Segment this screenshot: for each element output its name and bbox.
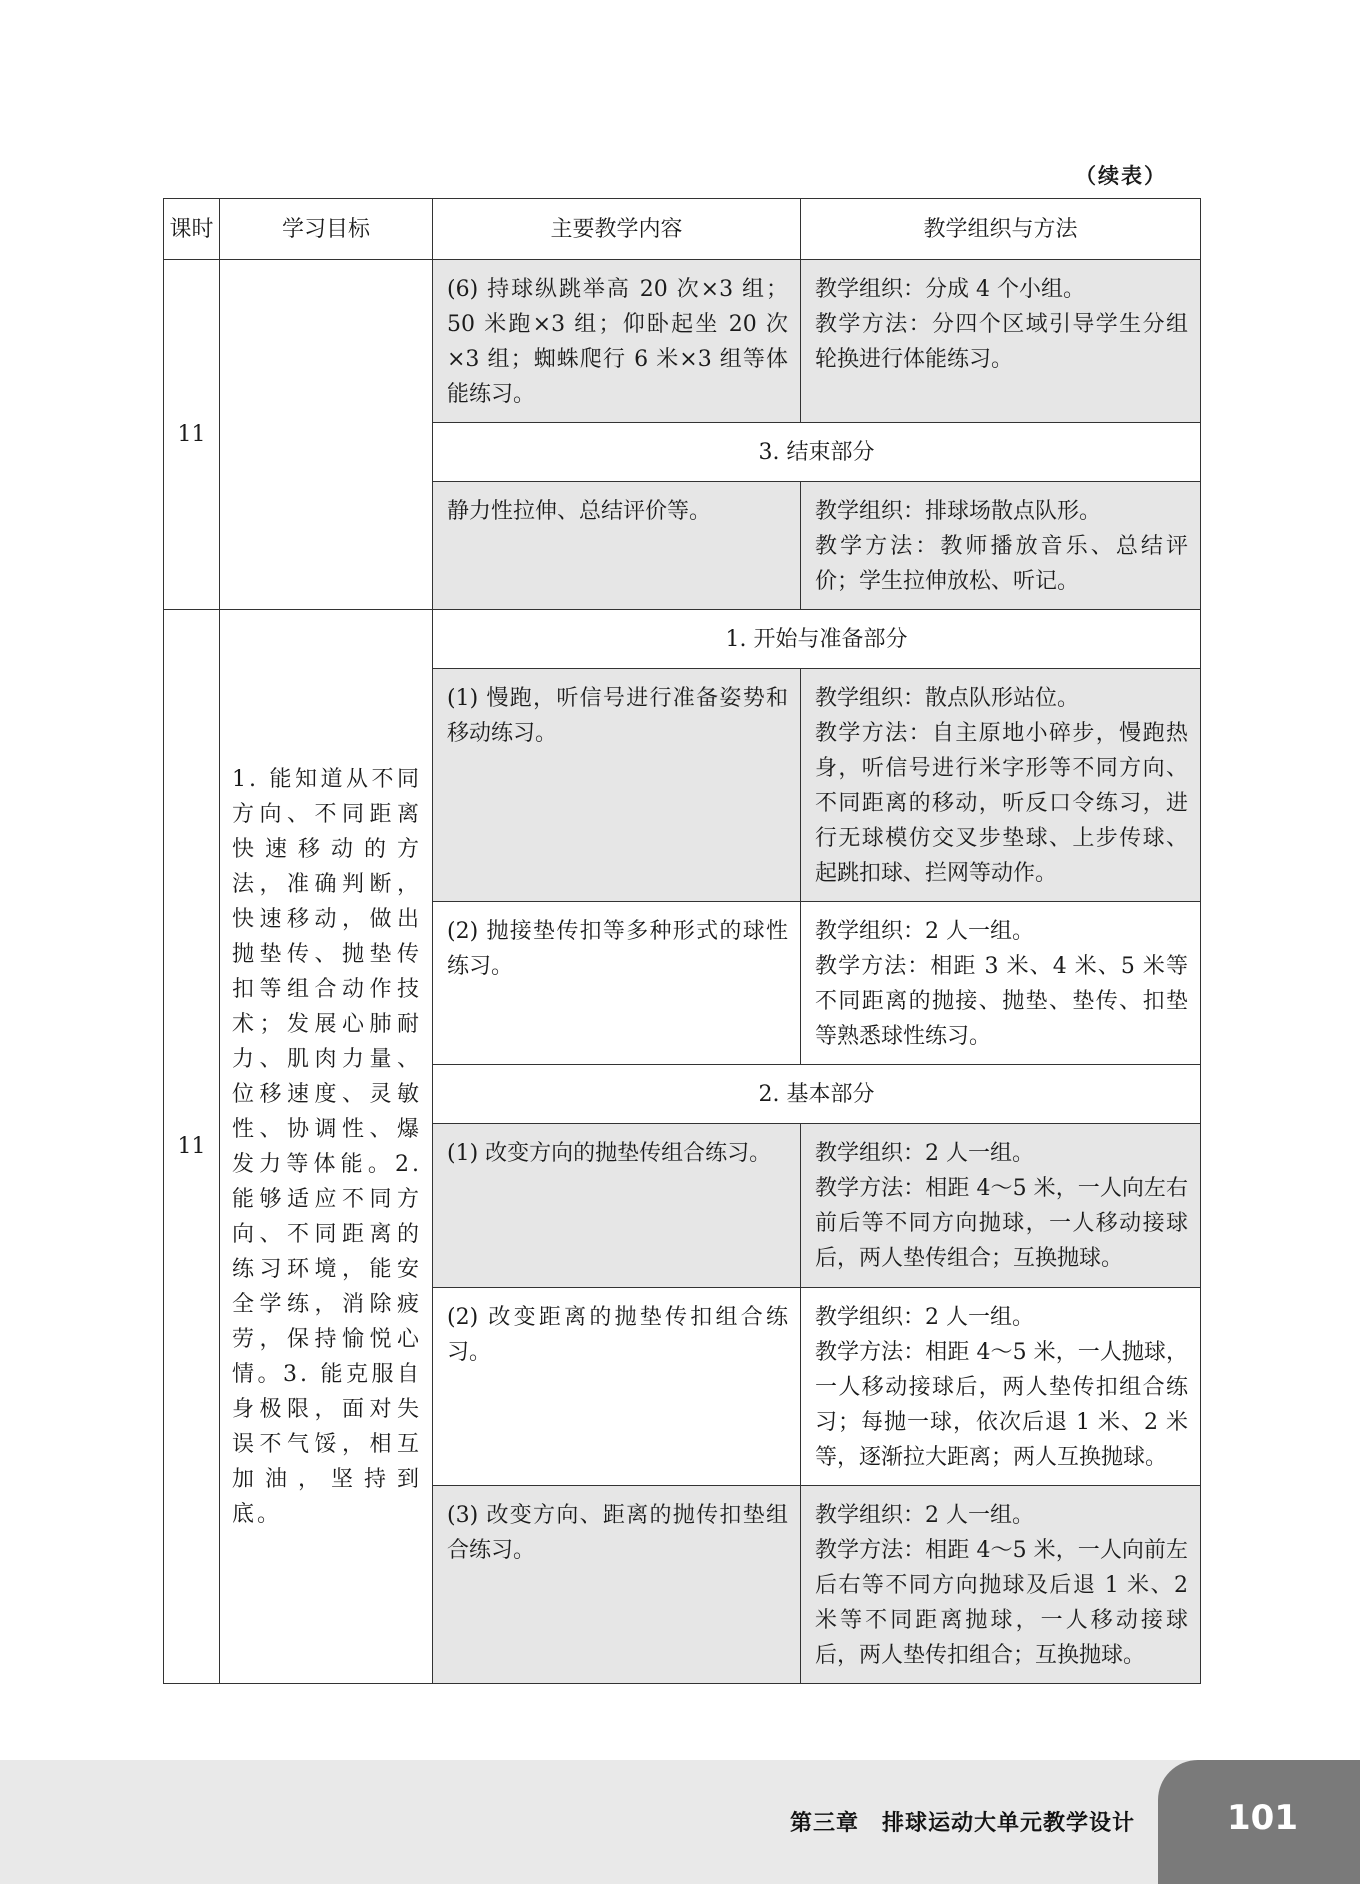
- page-number: 101: [1227, 1798, 1298, 1838]
- chapter-title: 第三章 排球运动大单元教学设计: [789, 1811, 1135, 1836]
- section-title: 3. 结束部分: [433, 423, 1201, 482]
- method-text: 教学方法：自主原地小碎步，慢跑热身，听信号进行米字形等不同方向、不同距离的移动，听反口令练习，进行无球模仿交叉步垫球、上步传球、起跳扣球、拦网等动作。: [815, 721, 1188, 886]
- method-text: 教学方法：分四个区域引导学生分组轮换进行体能练习。: [815, 312, 1188, 372]
- lesson-number: 11: [164, 610, 220, 1684]
- content-cell: [433, 260, 801, 423]
- org-text: 教学组织：分成 4 个小组。: [815, 277, 1085, 302]
- lesson-plan-table: [163, 198, 1200, 1684]
- org-text: 教学组织：2 人一组。: [815, 1305, 1034, 1330]
- content-cell: [433, 1124, 801, 1288]
- continued-note: （续表）: [1075, 164, 1167, 188]
- method-text: 教学方法：相距 4～5 米，一人向前左后右等不同方向抛球及后退 1 米、2 米等不同距离抛球，一人移动接球后，两人垫传扣组合；互换抛球。: [815, 1538, 1188, 1668]
- header-method: 教学组织与方法: [801, 199, 1201, 260]
- content-cell: [433, 902, 801, 1065]
- method-text: 教学方法：相距 3 米、4 米、5 米等不同距离的抛接、抛垫、垫传、扣垫等熟悉球性练习。: [815, 954, 1188, 1049]
- org-text: 教学组织：散点队形站位。: [815, 686, 1080, 711]
- header-goal: 学习目标: [220, 199, 433, 260]
- header-lesson: 课时: [164, 199, 220, 260]
- method-cell: [801, 1288, 1201, 1486]
- org-text: 教学组织：排球场散点队形。: [815, 499, 1102, 524]
- method-cell: [801, 482, 1201, 610]
- method-text: 教学方法：相距 4～5 米，一人抛球，一人移动接球后，两人垫传扣组合练习；每抛一球，依次后退 1 米、2 米等，逐渐拉大距离；两人互换抛球。: [815, 1340, 1188, 1470]
- section-row: [164, 610, 1201, 669]
- content-text: (3) 改变方向、距离的抛传扣垫组合练习。: [447, 1503, 788, 1563]
- content-text: (1) 改变方向的抛垫传组合练习。: [447, 1141, 772, 1166]
- table-row: [164, 260, 1201, 423]
- header-content: 主要教学内容: [433, 199, 801, 260]
- org-text: 教学组织：2 人一组。: [815, 1141, 1034, 1166]
- method-text: 教学方法：相距 4～5 米，一人向左右前后等不同方向抛球，一人移动接球后，两人垫传组合；互换抛球。: [815, 1176, 1188, 1271]
- method-cell: [801, 1124, 1201, 1288]
- page-number-tab: [1158, 1760, 1360, 1884]
- learning-goals: 1. 能知道从不同方向、不同距离快速移动的方法，准确判断，快速移动，做出抛垫传、抛垫传扣等组合动作技术；发展心肺耐力、肌肉力量、位移速度、灵敏性、协调性、爆发力等体能。2. 能够适应不同方向、不同距离的练习环境，能安全学练，消除疲劳，保持愉悦心情。3. 能克服自身极限，面对失误不气馁，相互加油，坚持到底。: [220, 610, 433, 1684]
- section-title: 2. 基本部分: [433, 1065, 1201, 1124]
- section-title: 1. 开始与准备部分: [433, 610, 1201, 669]
- content-cell: [433, 669, 801, 902]
- method-text: 教学方法：教师播放音乐、总结评价；学生拉伸放松、听记。: [815, 534, 1188, 594]
- content-cell: [433, 1486, 801, 1684]
- method-cell: [801, 1486, 1201, 1684]
- content-text: (2) 改变距离的抛垫传扣组合练习。: [447, 1305, 788, 1365]
- content-cell: [433, 482, 801, 610]
- lesson-number: 11: [164, 260, 220, 610]
- page-footer: [0, 1760, 1360, 1884]
- content-cell: [433, 1288, 801, 1486]
- method-cell: [801, 260, 1201, 423]
- content-text: 静力性拉伸、总结评价等。: [447, 499, 712, 524]
- method-cell: [801, 902, 1201, 1065]
- content-text: (2) 抛接垫传扣等多种形式的球性练习。: [447, 919, 788, 979]
- method-cell: [801, 669, 1201, 902]
- org-text: 教学组织：2 人一组。: [815, 919, 1034, 944]
- table-header-row: [164, 199, 1201, 260]
- goal-cell-empty: [220, 260, 433, 610]
- org-text: 教学组织：2 人一组。: [815, 1503, 1034, 1528]
- content-text: (1) 慢跑，听信号进行准备姿势和移动练习。: [447, 686, 788, 746]
- content-text: (6) 持球纵跳举高 20 次×3 组；50 米跑×3 组；仰卧起坐 20 次×3 组；蜘蛛爬行 6 米×3 组等体能练习。: [447, 277, 788, 407]
